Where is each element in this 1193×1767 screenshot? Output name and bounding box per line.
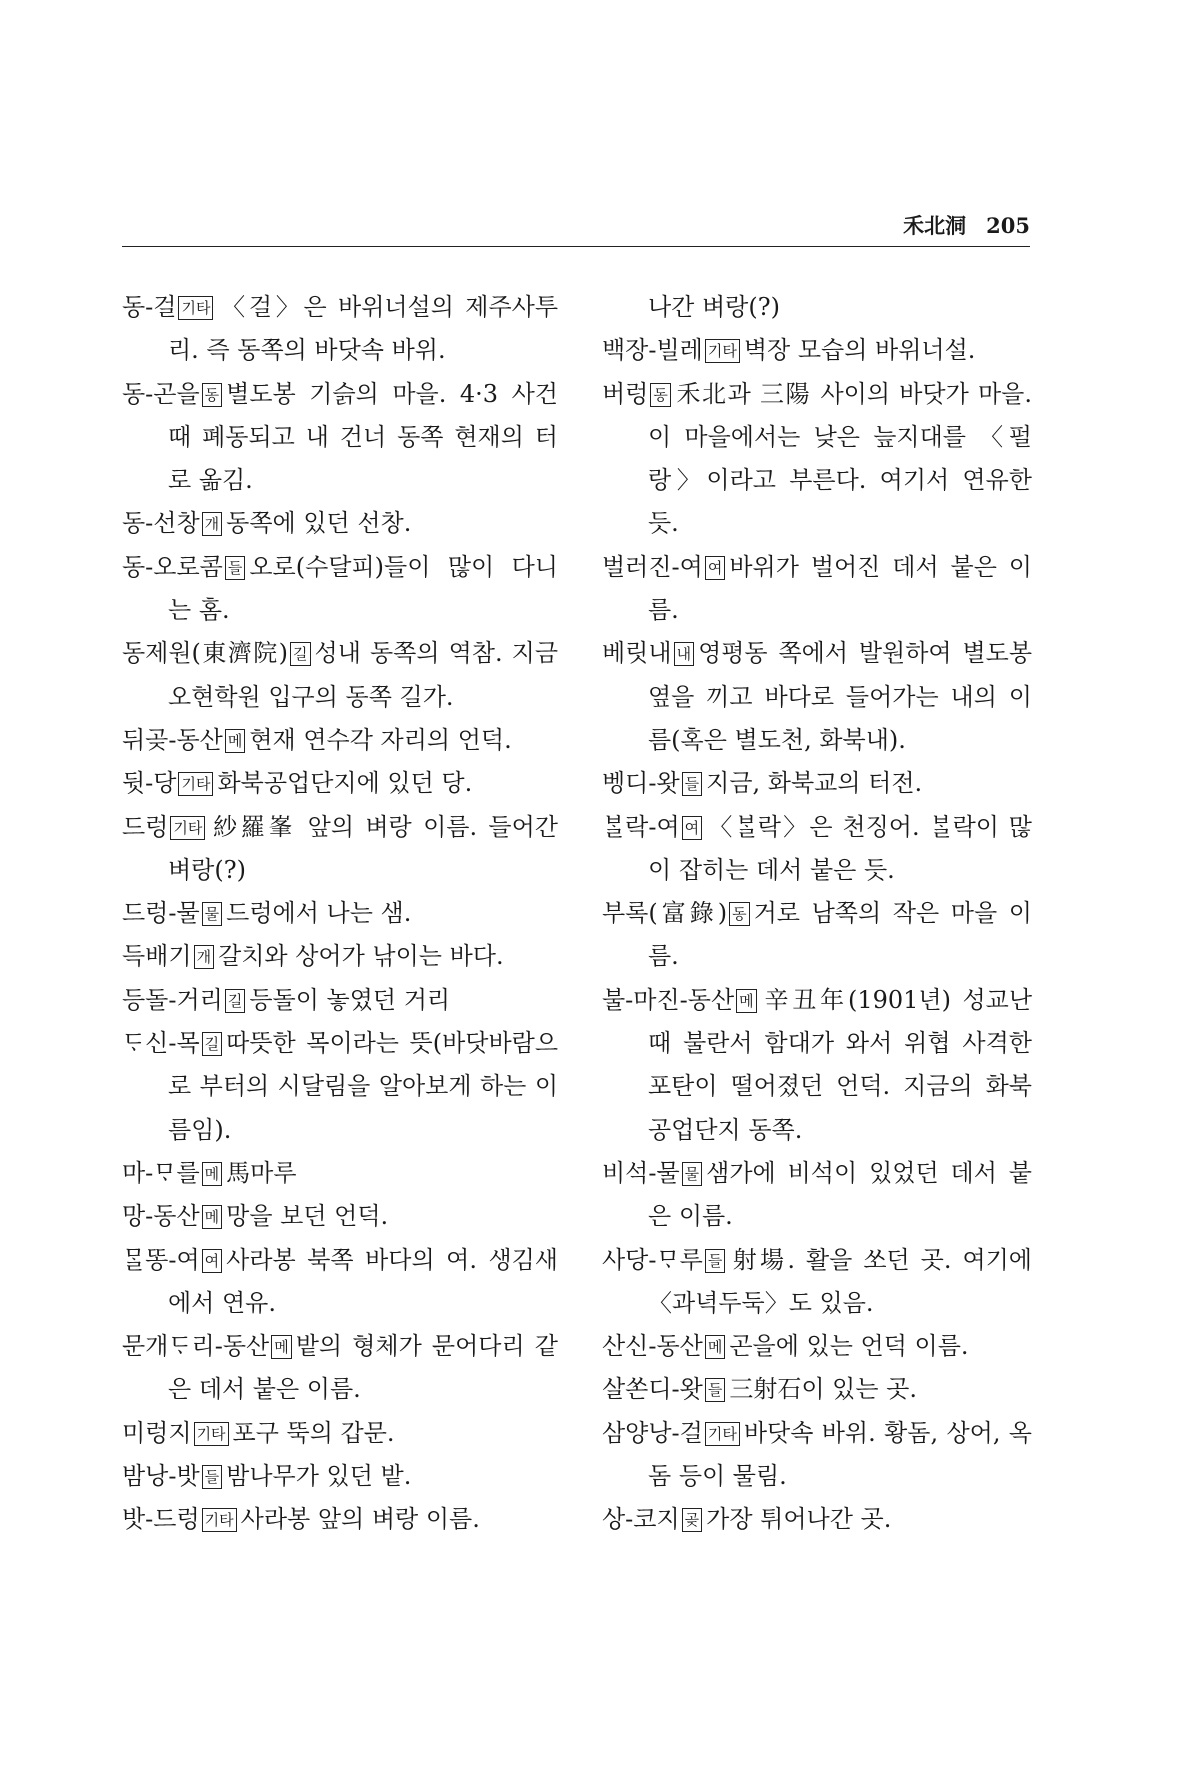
entry-definition: 현재 연수각 자리의 언덕. — [249, 725, 512, 754]
entry-headword: 뒤곶-동산 — [122, 725, 223, 754]
entry-definition: 화북공업단지에 있던 당. — [217, 769, 473, 798]
entry-headword: 비석-물 — [602, 1158, 680, 1187]
entry-headword: 사당-ᄆᆞ루 — [602, 1245, 703, 1274]
entry-definition: 바위가 벌어진 데서 붙은 이름. — [648, 552, 1032, 625]
entry-headword: 밤낭-밧 — [122, 1462, 200, 1491]
entry-definition: 등돌이 놓였던 거리 — [249, 985, 451, 1014]
dictionary-entry — [122, 979, 558, 1022]
entry-category-tag: 들 — [705, 1378, 726, 1402]
entry-definition: 三射石이 있는 곳. — [729, 1375, 917, 1404]
entry-definition: 동쪽에 있던 선창. — [226, 509, 412, 538]
entry-headword: 벵디-왓 — [602, 769, 680, 798]
entry-headword: 밧-드렁 — [122, 1505, 200, 1534]
dictionary-entry — [122, 546, 558, 633]
entry-definition: 가장 튀어나간 곳. — [706, 1505, 892, 1534]
entry-category-tag: 내 — [674, 642, 695, 666]
entry-definition: 지금, 화북교의 터전. — [706, 769, 923, 798]
entry-category-tag: 메 — [202, 1162, 223, 1186]
dictionary-entry — [122, 719, 558, 762]
entry-category-tag: 길 — [225, 989, 246, 1013]
dictionary-entry — [602, 1412, 1032, 1499]
entry-headword: 득배기 — [122, 942, 192, 971]
entry-definition: 〈ᄇᆞᆯ락〉은 천징어. ᄇᆞᆯ락이 많이 잡히는 데서 붙은 듯. — [648, 812, 1032, 884]
dictionary-entry — [602, 1498, 1032, 1541]
entry-category-tag: 길 — [202, 1032, 223, 1056]
entry-definition: 따뜻한 목이라는 뜻(바닷바람으로 부터의 시달림을 알아보게 하는 이름임). — [168, 1029, 558, 1144]
dictionary-entry — [602, 1239, 1032, 1326]
entry-definition: 성내 동쪽의 역참. 지금 오현학원 입구의 동쪽 길가. — [168, 639, 559, 711]
running-header — [122, 210, 1030, 247]
entry-category-tag: 들 — [202, 1465, 223, 1489]
right-column — [602, 286, 1032, 1542]
dictionary-entry — [122, 373, 558, 503]
entry-category-tag: 물 — [202, 902, 223, 926]
dictionary-entry — [122, 1239, 558, 1326]
entry-headword: 상-코지 — [602, 1505, 680, 1534]
dictionary-entry — [602, 1368, 1032, 1411]
entry-category-tag: 개 — [194, 945, 215, 969]
entry-headword: 망-동산 — [122, 1202, 200, 1231]
entry-definition: 거로 남쪽의 작은 마을 이름. — [648, 899, 1032, 971]
entry-headword: 삼양낭-걸 — [602, 1418, 703, 1447]
dictionary-entry — [602, 762, 1032, 805]
section-title: 禾北洞 — [903, 213, 967, 238]
dictionary-entry — [602, 632, 1032, 762]
header-run — [903, 210, 1030, 240]
dictionary-entry — [122, 762, 558, 805]
entry-definition: 나간 벼랑(?) — [648, 293, 780, 321]
entry-category-tag: 동 — [729, 902, 750, 926]
entry-headword: 동제원(東濟院) — [122, 639, 289, 668]
entry-headword: ᄆᆞᆯ똥-여 — [122, 1245, 200, 1274]
dictionary-entry — [122, 1455, 558, 1498]
entry-headword: 산신-동산 — [602, 1332, 703, 1361]
entry-definition: 밭의 형체가 문어다리 같은 데서 붙은 이름. — [168, 1332, 558, 1404]
entry-definition: 紗羅峯 앞의 벼랑 이름. 들어간 벼랑(?) — [168, 812, 558, 884]
dictionary-entry — [602, 546, 1032, 633]
dictionary-entry — [122, 632, 558, 719]
entry-category-tag: 들 — [225, 556, 246, 580]
entry-headword: 문개ᄃᆞ리-동산 — [122, 1332, 270, 1361]
dictionary-entry — [602, 1325, 1032, 1368]
dictionary-entry — [122, 1022, 558, 1152]
entry-definition: 사라봉 앞의 벼랑 이름. — [240, 1505, 480, 1534]
entry-category-tag: 길 — [290, 642, 311, 666]
dictionary-entry — [602, 373, 1032, 546]
entry-category-tag: 동 — [650, 383, 671, 407]
entry-headword: 벌러진-여 — [602, 552, 703, 581]
entry-definition: 드렁에서 나는 샘. — [226, 899, 412, 928]
dictionary-entry — [122, 806, 558, 893]
entry-definition: 영평동 쪽에서 발원하여 별도봉 옆을 끼고 바다로 들어가는 내의 이름(혹은 별도천, 화북내). — [648, 639, 1032, 754]
dictionary-entry — [602, 892, 1032, 979]
entry-category-tag: 개 — [202, 512, 223, 536]
entry-definition: 밤나무가 있던 밭. — [226, 1462, 412, 1491]
entry-headword: 등돌-거리 — [122, 985, 223, 1014]
page-number: 205 — [986, 213, 1030, 238]
dictionary-entry — [122, 935, 558, 978]
entry-category-tag: 여 — [705, 556, 726, 580]
dictionary-entry — [122, 892, 558, 935]
entry-headword: 미렁지 — [122, 1418, 192, 1447]
entry-category-tag: 메 — [705, 1335, 726, 1359]
dictionary-entry — [122, 286, 558, 373]
entry-definition: 포구 뚝의 갑문. — [232, 1418, 395, 1447]
dictionary-entry — [602, 806, 1032, 893]
entry-category-tag: 물 — [682, 1162, 703, 1186]
entry-definition: 馬마루 — [226, 1158, 297, 1187]
dictionary-entry — [122, 1412, 558, 1455]
entry-headword: 드렁-물 — [122, 899, 200, 928]
entry-category-tag: 여 — [202, 1249, 223, 1273]
entry-definition: 별도봉 기슭의 마을. 4·3 사건 때 폐동되고 내 건너 동쪽 현재의 터로 옮김. — [168, 379, 558, 495]
dictionary-entry — [122, 1325, 558, 1412]
entry-category-tag: 기타 — [705, 339, 740, 363]
entry-headword: 부록(富錄) — [602, 899, 728, 928]
entry-category-tag: 메 — [202, 1205, 223, 1229]
entry-headword: 동-오로콤 — [122, 552, 223, 581]
entry-headword: 살쏜디-왓 — [602, 1375, 703, 1404]
entry-definition: 辛丑年(1901년) 성교난 때 불란서 함대가 와서 위협 사격한 포탄이 떨어졌던 언덕. 지금의 화북공업단지 동쪽. — [648, 985, 1032, 1144]
entry-headword: 버렁 — [602, 379, 649, 408]
dictionary-entry — [122, 1498, 558, 1541]
entry-definition: 갈치와 상어가 낚이는 바다. — [218, 942, 504, 971]
dictionary-entry — [122, 502, 558, 545]
entry-category-tag: 들 — [682, 772, 703, 796]
entry-category-tag: 기타 — [194, 1422, 229, 1446]
entry-headword: 백장-빌레 — [602, 336, 703, 365]
entry-definition: 사라봉 북쪽 바다의 여. 생김새에서 연유. — [168, 1245, 558, 1317]
entry-category-tag: 여 — [682, 816, 703, 840]
dictionary-entry — [602, 329, 1032, 372]
entry-category-tag: 동 — [202, 383, 223, 407]
dictionary-entry — [122, 1152, 558, 1195]
entry-category-tag: 메 — [225, 729, 246, 753]
entry-definition: 射場. 활을 쏘던 곳. 여기에 〈과녁두둑〉도 있음. — [648, 1245, 1032, 1317]
entry-headword: ᄃᆞ신-목 — [122, 1029, 200, 1058]
entry-definition: 곤을에 있는 언덕 이름. — [729, 1332, 969, 1361]
entry-definition: 禾北과 三陽 사이의 바닷가 마을. 이 마을에서는 낮은 늪지대를 〈펄랑〉이라고 부른다. 여기서 연유한 듯. — [648, 379, 1032, 538]
dictionary-entry — [602, 1152, 1032, 1239]
entry-category-tag: 기타 — [170, 816, 205, 840]
entry-headword: 뒷-당 — [122, 769, 177, 798]
entry-headword: 드렁 — [122, 812, 169, 841]
entry-headword: 베릿내 — [602, 639, 672, 668]
entry-category-tag: 들 — [705, 1249, 726, 1273]
entry-definition: 벽장 모습의 바위너설. — [743, 336, 976, 365]
entry-definition: 바닷속 바위. 황돔, 상어, 옥돔 등이 물림. — [648, 1418, 1032, 1491]
entry-headword: 마-ᄆᆞ를 — [122, 1158, 200, 1187]
entry-headword: 동-선창 — [122, 509, 200, 538]
entry-definition: 망을 보던 언덕. — [226, 1202, 389, 1231]
entry-category-tag: 메 — [271, 1335, 292, 1359]
dictionary-entry — [602, 979, 1032, 1152]
entry-definition: 샘가에 비석이 있었던 데서 붙은 이름. — [648, 1158, 1032, 1231]
entry-category-tag: 기타 — [178, 772, 213, 796]
entry-definition: 오로(수달피)들이 많이 다니는 홈. — [168, 552, 558, 625]
entry-headword: 동-걸 — [122, 293, 177, 321]
entry-headword: 동-곤을 — [122, 379, 200, 408]
dictionary-entry — [122, 1195, 558, 1238]
entry-category-tag: 메 — [736, 989, 757, 1013]
entry-category-tag: 기타 — [705, 1422, 740, 1446]
left-column — [122, 286, 558, 1542]
entry-category-tag: 곶 — [682, 1508, 703, 1532]
entry-headword: ᄇᆞᆯ락-여 — [602, 812, 680, 841]
entry-headword: 불-마진-동산 — [602, 985, 735, 1014]
entry-category-tag: 기타 — [178, 296, 213, 320]
dictionary-entry — [602, 286, 1032, 329]
entry-category-tag: 기타 — [202, 1508, 237, 1532]
entry-definition: 〈걸〉은 바위너설의 제주사투리. 즉 동쪽의 바닷속 바위. — [168, 293, 558, 365]
